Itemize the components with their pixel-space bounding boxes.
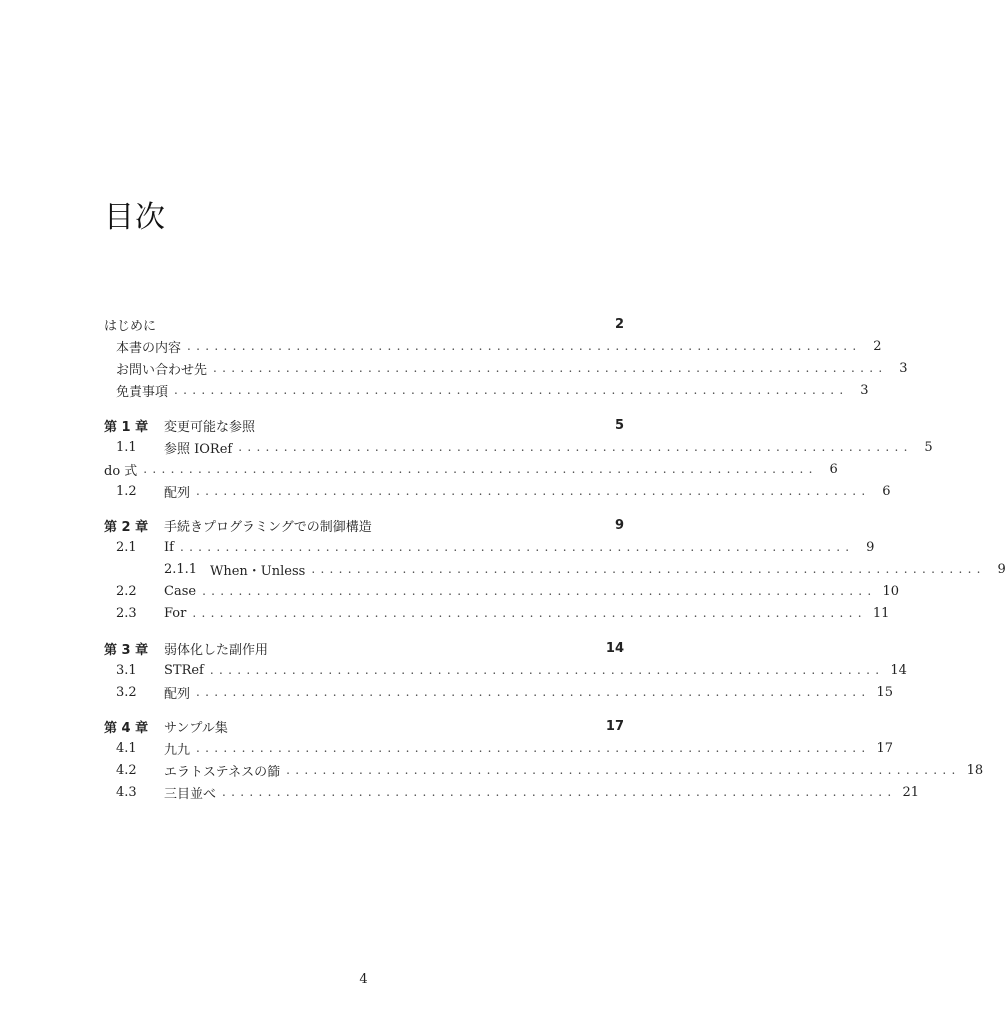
toc-entry-page: 10 — [882, 583, 900, 599]
toc-entry-section[interactable] — [104, 781, 920, 803]
toc-section-number: 1.1 — [116, 439, 137, 455]
toc-chapter-number: 第 3 章 — [104, 642, 149, 658]
toc-entry-title: 配列 — [164, 686, 191, 702]
toc-leader-dots: .......................................................................... — [202, 584, 877, 598]
toc-section-number: 4.2 — [116, 762, 137, 778]
toc-entry-title: 変更可能な参照 — [164, 419, 256, 435]
toc-section-number: 3.1 — [116, 662, 137, 678]
toc-entry-title: Case — [164, 583, 197, 599]
toc-section-number: 2.1.1 — [164, 561, 198, 577]
toc-entry-title: 配列 — [164, 485, 191, 501]
toc-entry-subsection[interactable] — [104, 558, 1006, 580]
toc-entry-chapter[interactable] — [104, 514, 624, 536]
toc-entry-page: 6 — [882, 483, 891, 499]
toc-section-number: 4.1 — [116, 740, 137, 756]
toc-entry-section[interactable] — [104, 602, 890, 624]
toc-entry-page: 3 — [899, 360, 908, 376]
toc-section-number: 2.2 — [116, 583, 137, 599]
toc-entry-title: 手続きプログラミングでの制御構造 — [164, 519, 372, 535]
toc-entry-title: はじめに — [104, 318, 157, 334]
toc-entry-page: 2 — [873, 338, 882, 354]
toc-entry-page: 18 — [966, 762, 984, 778]
toc-section-number: 4.3 — [116, 784, 137, 800]
toc-entry-section[interactable] — [104, 580, 900, 602]
toc-entry-section[interactable] — [104, 458, 838, 480]
toc-leader-dots: .......................................................................... — [311, 562, 986, 576]
toc-entry-page: 11 — [872, 605, 890, 621]
toc-entry-section[interactable] — [104, 335, 882, 357]
toc-entry-section[interactable] — [104, 659, 907, 681]
toc-entry-page: 2 — [614, 316, 624, 332]
toc-entry-title: 参照 IORef — [164, 441, 233, 457]
toc-leader-dots: .......................................................................... — [187, 339, 862, 353]
toc-entry-section[interactable] — [104, 436, 933, 458]
toc-entry-section[interactable] — [104, 681, 894, 703]
toc-entry-title: 免責事項 — [116, 384, 169, 400]
toc-entry-title: If — [164, 539, 174, 555]
toc-entry-title: For — [164, 605, 187, 621]
toc-entry-chapter[interactable] — [104, 637, 624, 659]
toc-section-number: 3.2 — [116, 684, 137, 700]
toc-leader-dots: .......................................................................... — [238, 440, 913, 454]
toc-section-number: 2.3 — [116, 605, 137, 621]
toc-section-number: do 式 — [104, 463, 138, 479]
toc-entry-page: 5 — [924, 439, 933, 455]
page-title: 目次 — [104, 200, 166, 235]
toc-leader-dots: .......................................................................... — [174, 383, 849, 397]
toc-leader-dots: .......................................................................... — [209, 663, 885, 677]
toc-leader-dots: .......................................................................... — [222, 785, 897, 799]
toc-leader-dots: .......................................................................... — [286, 763, 961, 777]
toc-entry-page: 17 — [605, 718, 624, 734]
toc-leader-dots: .......................................................................... — [213, 361, 888, 375]
toc-entry-section[interactable] — [104, 536, 875, 558]
toc-entry-title: 本書の内容 — [116, 340, 182, 356]
toc-entry-page: 14 — [605, 640, 624, 656]
toc-entry-page: 5 — [614, 417, 624, 433]
toc-chapter-number: 第 1 章 — [104, 419, 149, 435]
toc-entry-page: 3 — [860, 382, 869, 398]
toc-entry-title: When・Unless — [210, 563, 306, 579]
toc-entry-page: 17 — [876, 740, 894, 756]
toc-entry-page: 21 — [902, 784, 920, 800]
toc-entry-section[interactable] — [104, 737, 894, 759]
toc-entry-section[interactable] — [104, 357, 908, 379]
toc-entry-intro[interactable] — [104, 313, 624, 335]
toc-entry-title: エラトステネスの篩 — [164, 764, 281, 780]
toc-section-number: 1.2 — [116, 483, 137, 499]
page-number: 4 — [359, 972, 368, 987]
toc-entry-page: 15 — [876, 684, 894, 700]
toc-entry-title: お問い合わせ先 — [116, 362, 208, 378]
toc-entry-page: 9 — [866, 539, 875, 555]
toc-entry-page: 9 — [614, 517, 624, 533]
toc-entry-page: 14 — [890, 662, 907, 678]
toc-chapter-number: 第 2 章 — [104, 519, 149, 535]
toc-entry-page: 6 — [829, 461, 838, 477]
toc-leader-dots: .......................................................................... — [196, 741, 871, 755]
toc-entry-page: 9 — [997, 561, 1006, 577]
toc-entry-title: STRef — [164, 662, 204, 678]
toc-entry-section[interactable] — [104, 480, 891, 502]
toc-entry-title: 弱体化した副作用 — [164, 642, 269, 658]
toc-entry-chapter[interactable] — [104, 715, 624, 737]
toc-entry-section[interactable] — [104, 759, 984, 781]
toc-entry-chapter[interactable] — [104, 414, 624, 436]
toc-entry-section[interactable] — [104, 379, 869, 401]
toc-section-number: 2.1 — [116, 539, 137, 555]
toc-leader-dots: .......................................................................... — [179, 540, 855, 554]
toc-entry-title: 九九 — [164, 742, 191, 758]
toc-chapter-number: 第 4 章 — [104, 720, 149, 736]
toc-entry-title: サンプル集 — [164, 720, 228, 736]
toc-leader-dots: .......................................................................... — [196, 685, 871, 699]
toc-leader-dots: .......................................................................... — [192, 606, 867, 620]
toc-leader-dots: .......................................................................... — [196, 484, 871, 498]
toc-leader-dots: .......................................................................... — [143, 462, 818, 476]
toc-entry-title: 三目並べ — [164, 786, 217, 802]
